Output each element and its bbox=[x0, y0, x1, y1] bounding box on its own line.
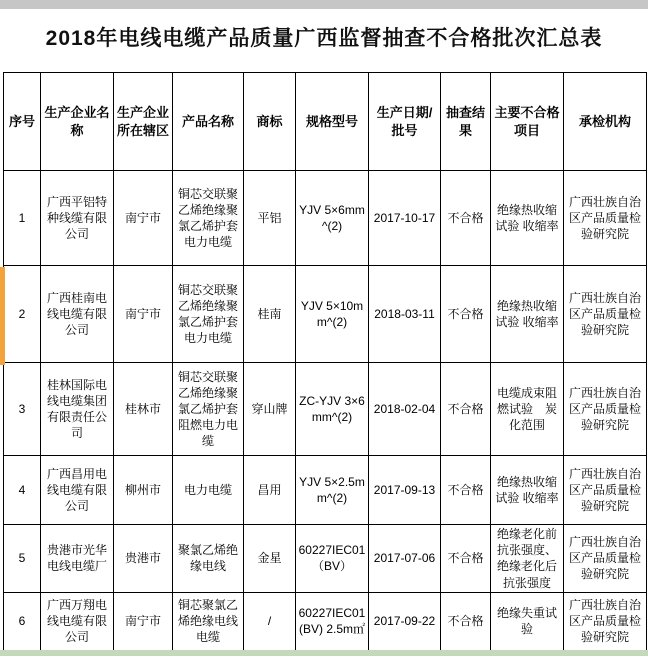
summary-table bbox=[3, 72, 647, 651]
cell-inspection-result: 不合格 bbox=[441, 592, 491, 650]
cell-spec-model: 60227IEC01(BV) 2.5m㎡ bbox=[296, 592, 369, 650]
cell-failed-items: 绝缘热收缩试验 收缩率 bbox=[491, 266, 564, 363]
cell-serial: 5 bbox=[4, 525, 41, 593]
cell-brand: 金星 bbox=[244, 525, 296, 593]
cell-brand: 平铝 bbox=[244, 171, 296, 266]
cell-production-date: 2018-03-11 bbox=[369, 266, 441, 363]
cell-brand: 穿山牌 bbox=[244, 363, 296, 456]
cell-inspection-result: 不合格 bbox=[441, 456, 491, 525]
bottom-green-strip bbox=[0, 650, 648, 656]
page-title: 2018年电线电缆产品质量广西监督抽查不合格批次汇总表 bbox=[45, 27, 603, 50]
header-product-name: 产品名称 bbox=[173, 73, 244, 171]
table-row bbox=[4, 592, 647, 650]
cell-manufacturer: 广西昌用电线电缆有限公司 bbox=[41, 456, 114, 525]
table-row bbox=[4, 171, 647, 266]
cell-inspection-result: 不合格 bbox=[441, 363, 491, 456]
cell-inspection-agency: 广西壮族自治区产品质量检验研究院 bbox=[564, 525, 647, 593]
cell-production-date: 2017-10-17 bbox=[369, 171, 441, 266]
cell-spec-model: 60227IEC01（BV） bbox=[296, 525, 369, 593]
cell-inspection-agency: 广西壮族自治区产品质量检验研究院 bbox=[564, 592, 647, 650]
table-row bbox=[4, 266, 647, 363]
cell-serial: 6 bbox=[4, 592, 41, 650]
cell-serial: 2 bbox=[4, 266, 41, 363]
cell-product-name: 铜芯交联聚乙烯绝缘聚氯乙烯护套电力电缆 bbox=[173, 266, 244, 363]
header-serial: 序号 bbox=[4, 73, 41, 171]
header-manufacturer: 生产企业名称 bbox=[41, 73, 114, 171]
cell-production-date: 2017-09-22 bbox=[369, 592, 441, 650]
cell-failed-items: 绝缘热收缩试验 收缩率 bbox=[491, 171, 564, 266]
cell-manufacturer: 桂林国际电线电缆集团有限责任公司 bbox=[41, 363, 114, 456]
cell-manufacturer: 广西平铝特种线缆有限公司 bbox=[41, 171, 114, 266]
cell-failed-items: 绝缘失重试验 bbox=[491, 592, 564, 650]
cell-inspection-result: 不合格 bbox=[441, 171, 491, 266]
cell-product-name: 铜芯交联聚乙烯绝缘聚氯乙烯护套阻燃电力电缆 bbox=[173, 363, 244, 456]
cell-manufacturer: 广西万翔电线电缆有限公司 bbox=[41, 592, 114, 650]
cell-spec-model: YJV 5×2.5mm^(2) bbox=[296, 456, 369, 525]
header-inspection-result: 抽查结果 bbox=[441, 73, 491, 171]
cell-spec-model: ZC-YJV 3×6mm^(2) bbox=[296, 363, 369, 456]
header-row bbox=[4, 73, 647, 171]
cell-inspection-agency: 广西壮族自治区产品质量检验研究院 bbox=[564, 266, 647, 363]
header-brand: 商标 bbox=[244, 73, 296, 171]
cell-serial: 4 bbox=[4, 456, 41, 525]
cell-production-date: 2018-02-04 bbox=[369, 363, 441, 456]
cell-failed-items: 绝缘老化前抗张强度、绝缘老化后抗张强度 bbox=[491, 525, 564, 593]
cell-district: 贵港市 bbox=[114, 525, 173, 593]
cell-manufacturer: 广西桂南电线电缆有限公司 bbox=[41, 266, 114, 363]
cell-inspection-result: 不合格 bbox=[441, 525, 491, 593]
cell-spec-model: YJV 5×10mm^(2) bbox=[296, 266, 369, 363]
cell-district: 柳州市 bbox=[114, 456, 173, 525]
header-failed-items: 主要不合格项目 bbox=[491, 73, 564, 171]
header-inspection-agency: 承检机构 bbox=[564, 73, 647, 171]
cell-district: 南宁市 bbox=[114, 592, 173, 650]
cell-brand: / bbox=[244, 592, 296, 650]
cell-serial: 1 bbox=[4, 171, 41, 266]
cell-brand: 昌用 bbox=[244, 456, 296, 525]
cell-product-name: 铜芯聚氯乙烯绝缘电线电缆 bbox=[173, 592, 244, 650]
cell-failed-items: 绝缘热收缩试验 收缩率 bbox=[491, 456, 564, 525]
cell-product-name: 聚氯乙烯绝缘电线 bbox=[173, 525, 244, 593]
cell-production-date: 2017-09-13 bbox=[369, 456, 441, 525]
cell-brand: 桂南 bbox=[244, 266, 296, 363]
cell-failed-items: 电缆成束阻燃试验 炭化范围 bbox=[491, 363, 564, 456]
cell-manufacturer: 贵港市光华电线电缆厂 bbox=[41, 525, 114, 593]
header-spec-model: 规格型号 bbox=[296, 73, 369, 171]
gray-top-strip bbox=[0, 0, 648, 9]
cell-inspection-agency: 广西壮族自治区产品质量检验研究院 bbox=[564, 363, 647, 456]
cell-inspection-result: 不合格 bbox=[441, 266, 491, 363]
cell-district: 桂林市 bbox=[114, 363, 173, 456]
cell-serial: 3 bbox=[4, 363, 41, 456]
cell-spec-model: YJV 5×6mm^(2) bbox=[296, 171, 369, 266]
cell-production-date: 2017-07-06 bbox=[369, 525, 441, 593]
cell-product-name: 铜芯交联聚乙烯绝缘聚氯乙烯护套电力电缆 bbox=[173, 171, 244, 266]
cell-inspection-agency: 广西壮族自治区产品质量检验研究院 bbox=[564, 171, 647, 266]
table-row bbox=[4, 456, 647, 525]
header-district: 生产企业所在辖区 bbox=[114, 73, 173, 171]
cell-district: 南宁市 bbox=[114, 266, 173, 363]
cell-inspection-agency: 广西壮族自治区产品质量检验研究院 bbox=[564, 456, 647, 525]
table-row bbox=[4, 363, 647, 456]
header-production-date: 生产日期/批号 bbox=[369, 73, 441, 171]
cell-district: 南宁市 bbox=[114, 171, 173, 266]
table-row bbox=[4, 525, 647, 593]
cell-product-name: 电力电缆 bbox=[173, 456, 244, 525]
row-highlight-marker bbox=[0, 267, 5, 365]
